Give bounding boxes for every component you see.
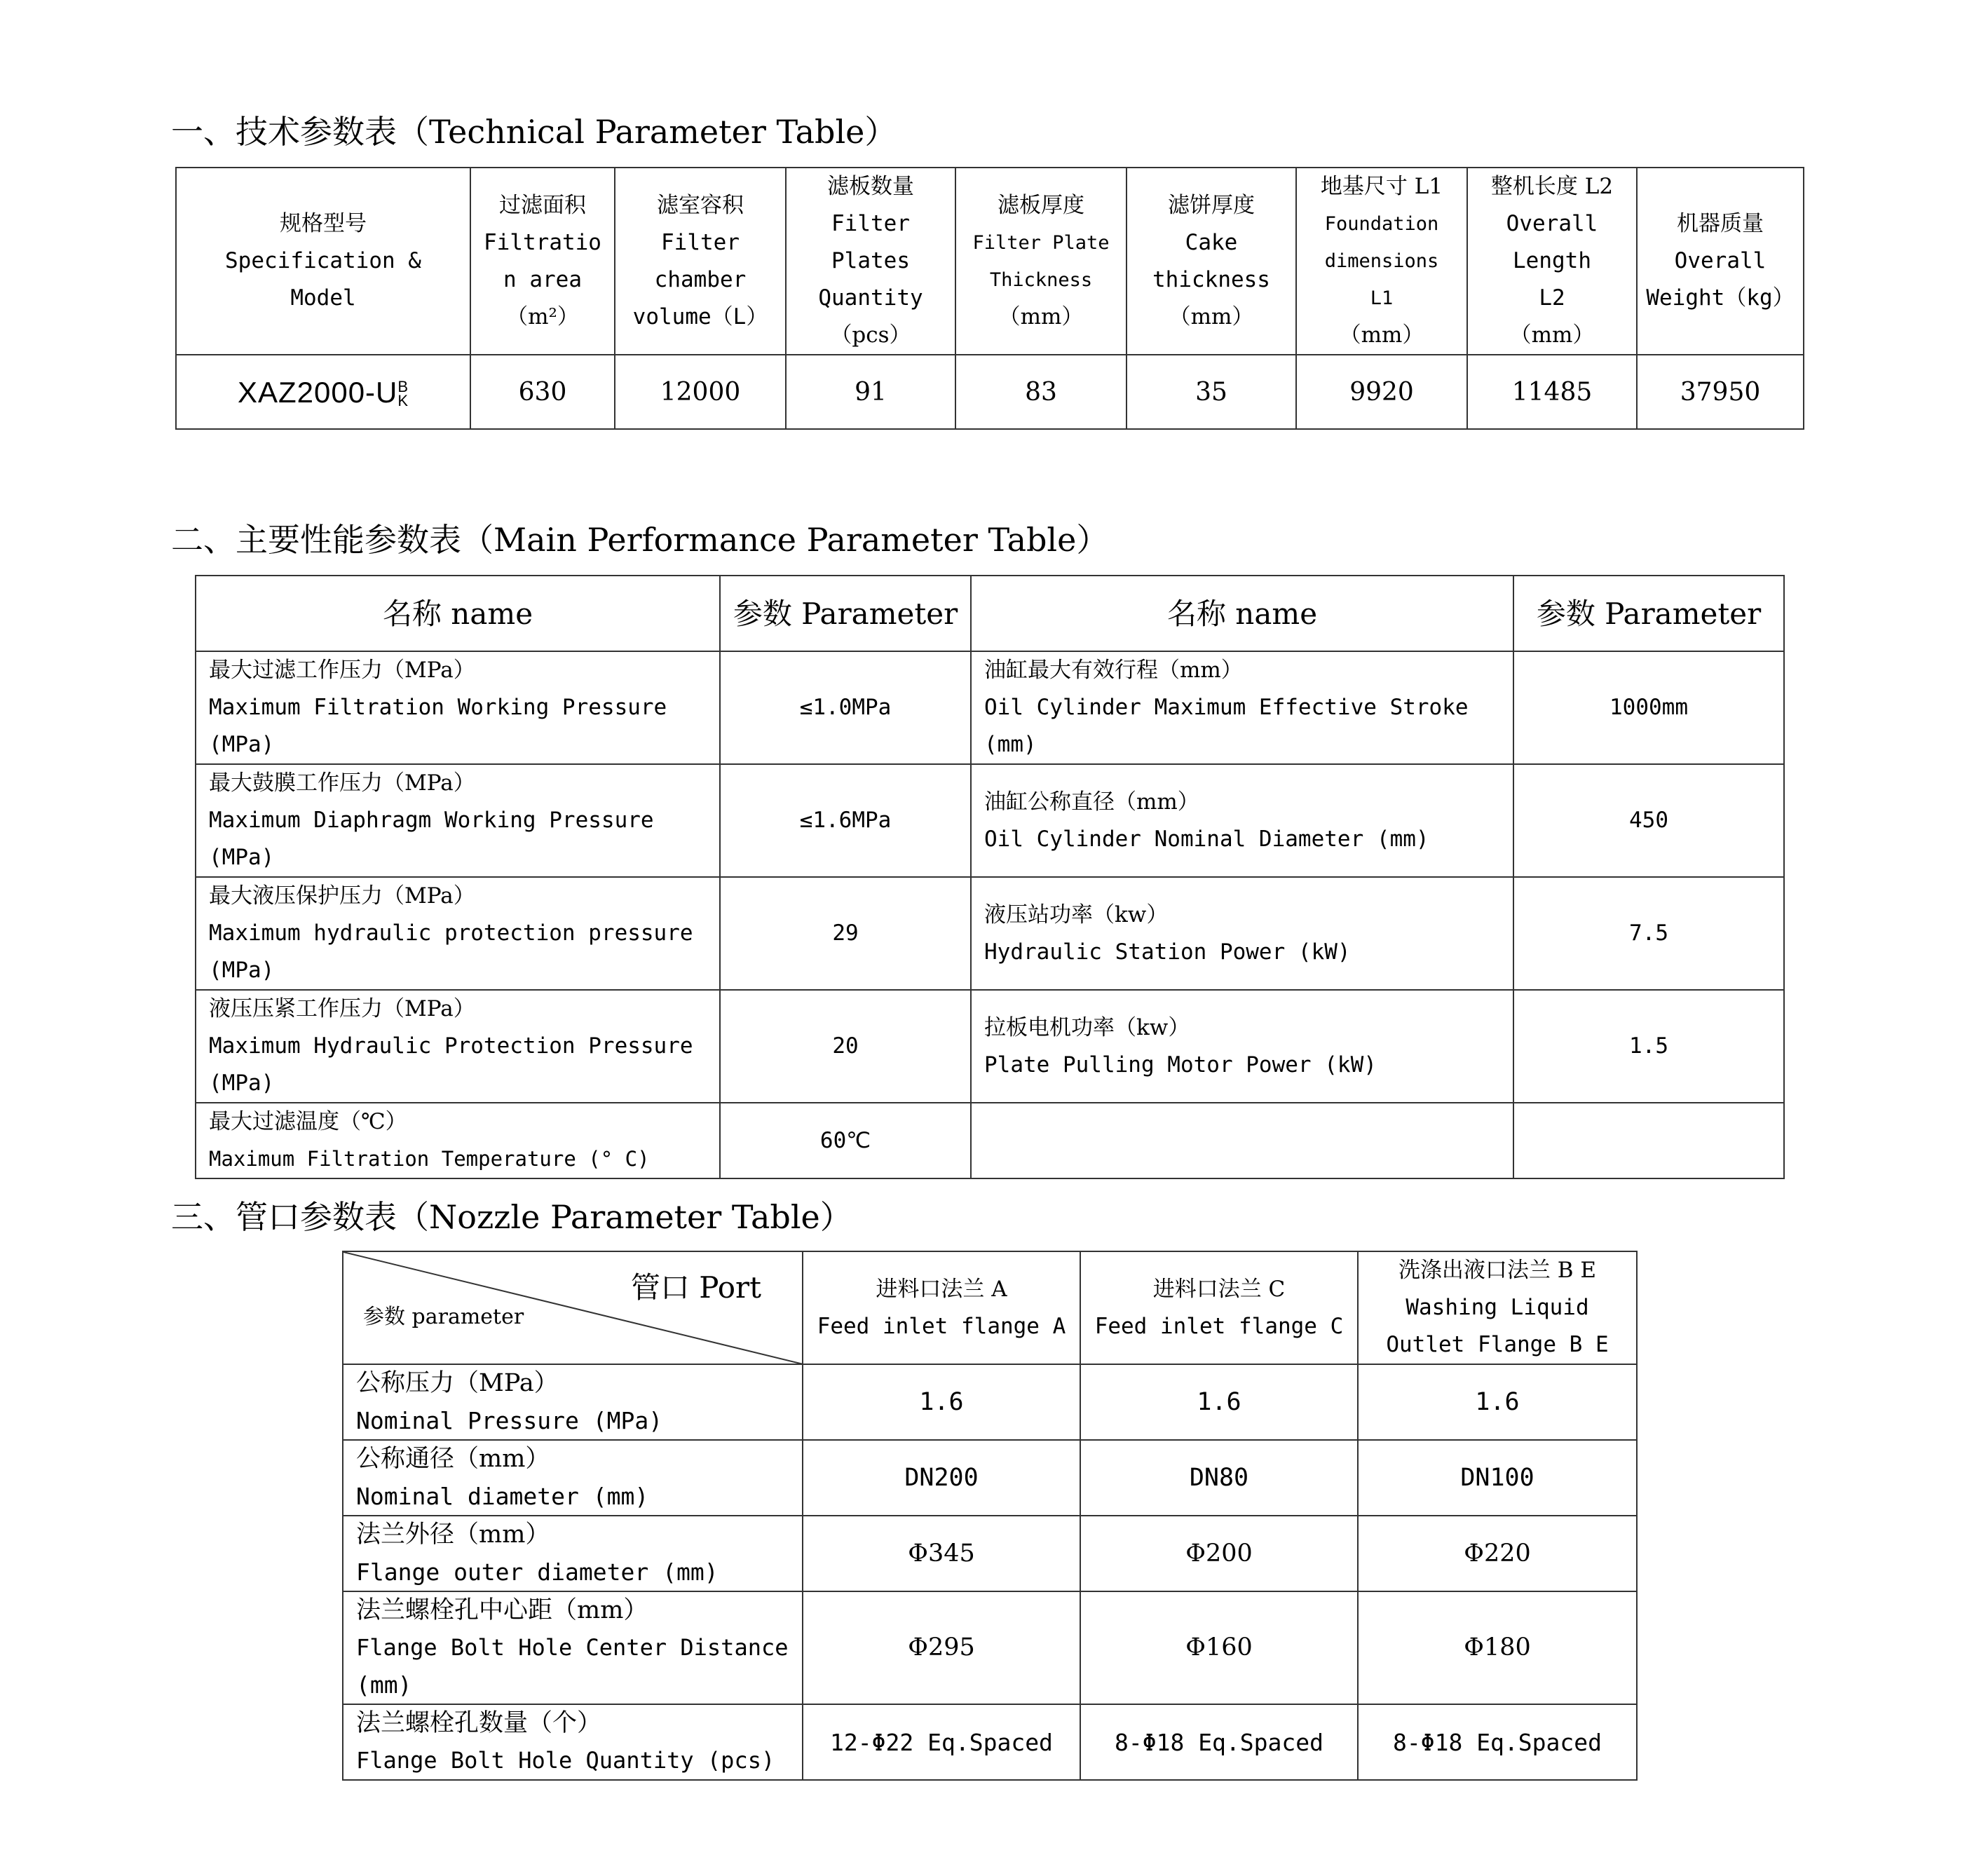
- param-name: 液压站功率（kw） Hydraulic Station Power (kW): [971, 877, 1513, 990]
- value-cell: 12000: [615, 355, 786, 429]
- param-value: 29: [720, 877, 971, 990]
- header-filtration-area: 过滤面积 Filtratio n area （m²）: [470, 168, 615, 355]
- value-cell: 37950: [1637, 355, 1804, 429]
- header-feed-inlet-a: 进料口法兰 A Feed inlet flange A: [803, 1251, 1080, 1364]
- table-row: [343, 1704, 1637, 1780]
- header-chamber-volume: 滤室容积 Filter chamber volume（L）: [615, 168, 786, 355]
- value-cell: 630: [470, 355, 615, 429]
- param-name: 拉板电机功率（kw） Plate Pulling Motor Power (kW): [971, 990, 1513, 1103]
- param-value: ≤1.0MPa: [720, 651, 971, 764]
- section3-title: 三、管口参数表（Nozzle Parameter Table）: [171, 1198, 852, 1236]
- table-row: [196, 1103, 1784, 1178]
- header-row: [176, 168, 1804, 355]
- value-cell: Φ345: [803, 1516, 1080, 1591]
- table-row: [196, 651, 1784, 764]
- row-label: 法兰螺栓孔中心距（mm） Flange Bolt Hole Center Distance (mm): [343, 1591, 803, 1704]
- row-label: 公称通径（mm） Nominal diameter (mm): [343, 1440, 803, 1516]
- value-cell: DN100: [1358, 1440, 1637, 1516]
- table-row: [196, 764, 1784, 877]
- param-name: 最大鼓膜工作压力（MPa） Maximum Diaphragm Working Pressure (MPa): [196, 764, 720, 877]
- value-cell: 91: [786, 355, 955, 429]
- row-label: 法兰外径（mm） Flange outer diameter (mm): [343, 1516, 803, 1591]
- param-name-empty: [971, 1103, 1513, 1178]
- header-row: [343, 1251, 1637, 1364]
- technical-parameter-table: [175, 167, 1804, 430]
- data-row: [176, 355, 1804, 429]
- section2-title: 二、主要性能参数表（Main Performance Parameter Table）: [171, 521, 1109, 559]
- header-name: 名称 name: [196, 576, 720, 651]
- table-row: [196, 877, 1784, 990]
- param-name: 最大液压保护压力（MPa） Maximum hydraulic protection pressure (MPa): [196, 877, 720, 990]
- header-foundation-dimensions: 地基尺寸 L1 Foundation dimensions L1 （mm）: [1296, 168, 1467, 355]
- value-cell: 1.6: [1080, 1364, 1358, 1440]
- param-value-empty: [1513, 1103, 1784, 1178]
- param-value: 1000mm: [1513, 651, 1784, 764]
- table-row: [196, 990, 1784, 1103]
- param-name: 油缸最大有效行程（mm） Oil Cylinder Maximum Effective Stroke (mm): [971, 651, 1513, 764]
- header-plate-quantity: 滤板数量 Filter Plates Quantity （pcs）: [786, 168, 955, 355]
- param-value: 20: [720, 990, 971, 1103]
- header-overall-length: 整机长度 L2 Overall Length L2 （mm）: [1467, 168, 1637, 355]
- param-name: 最大过滤温度（℃） Maximum Filtration Temperature (° C): [196, 1103, 720, 1178]
- value-cell: 8-Φ18 Eq.Spaced: [1358, 1704, 1637, 1780]
- value-cell: 1.6: [803, 1364, 1080, 1440]
- header-overall-weight: 机器质量 Overall Weight（kg）: [1637, 168, 1804, 355]
- corner-port-label: 管口 Port: [630, 1270, 761, 1305]
- value-cell: Φ220: [1358, 1516, 1637, 1591]
- value-cell: 12-Φ22 Eq.Spaced: [803, 1704, 1080, 1780]
- param-value: 60℃: [720, 1103, 971, 1178]
- value-cell: DN200: [803, 1440, 1080, 1516]
- corner-param-label: 参数 parameter: [363, 1305, 524, 1329]
- value-cell: DN80: [1080, 1440, 1358, 1516]
- corner-header: [343, 1251, 803, 1364]
- value-cell: 11485: [1467, 355, 1637, 429]
- value-cell: Φ160: [1080, 1591, 1358, 1704]
- header-parameter: 参数 Parameter: [1513, 576, 1784, 651]
- value-cell: Φ200: [1080, 1516, 1358, 1591]
- header-feed-inlet-c: 进料口法兰 C Feed inlet flange C: [1080, 1251, 1358, 1364]
- value-cell: 83: [955, 355, 1127, 429]
- row-label: 公称压力（MPa） Nominal Pressure (MPa): [343, 1364, 803, 1440]
- param-name: 油缸公称直径（mm） Oil Cylinder Nominal Diameter (mm): [971, 764, 1513, 877]
- header-plate-thickness: 滤板厚度 Filter Plate Thickness （mm）: [955, 168, 1127, 355]
- param-value: 1.5: [1513, 990, 1784, 1103]
- param-name: 液压压紧工作压力（MPa） Maximum Hydraulic Protection Pressure (MPa): [196, 990, 720, 1103]
- header-cake-thickness: 滤饼厚度 Cake thickness （mm）: [1127, 168, 1296, 355]
- table-row: [343, 1516, 1637, 1591]
- param-name: 最大过滤工作压力（MPa） Maximum Filtration Working Pressure (MPa): [196, 651, 720, 764]
- param-value: 450: [1513, 764, 1784, 877]
- value-cell: Φ180: [1358, 1591, 1637, 1704]
- header-row: [196, 576, 1784, 651]
- header-spec-model: 规格型号 Specification & Model: [176, 168, 470, 355]
- value-cell: 1.6: [1358, 1364, 1637, 1440]
- row-label: 法兰螺栓孔数量（个） Flange Bolt Hole Quantity (pcs): [343, 1704, 803, 1780]
- param-value: ≤1.6MPa: [720, 764, 971, 877]
- param-value: 7.5: [1513, 877, 1784, 990]
- model-cell: XAZ2000-U B K: [176, 355, 470, 429]
- table-row: [343, 1591, 1637, 1704]
- header-name: 名称 name: [971, 576, 1513, 651]
- value-cell: 8-Φ18 Eq.Spaced: [1080, 1704, 1358, 1780]
- main-performance-table: [195, 575, 1785, 1179]
- header-washing-outlet-be: 洗涤出液口法兰 B E Washing Liquid Outlet Flange B E: [1358, 1251, 1637, 1364]
- header-parameter: 参数 Parameter: [720, 576, 971, 651]
- section1-title: 一、技术参数表（Technical Parameter Table）: [171, 113, 897, 151]
- value-cell: Φ295: [803, 1591, 1080, 1704]
- nozzle-parameter-table: [342, 1251, 1638, 1781]
- value-cell: 9920: [1296, 355, 1467, 429]
- value-cell: 35: [1127, 355, 1296, 429]
- table-row: [343, 1364, 1637, 1440]
- table-row: [343, 1440, 1637, 1516]
